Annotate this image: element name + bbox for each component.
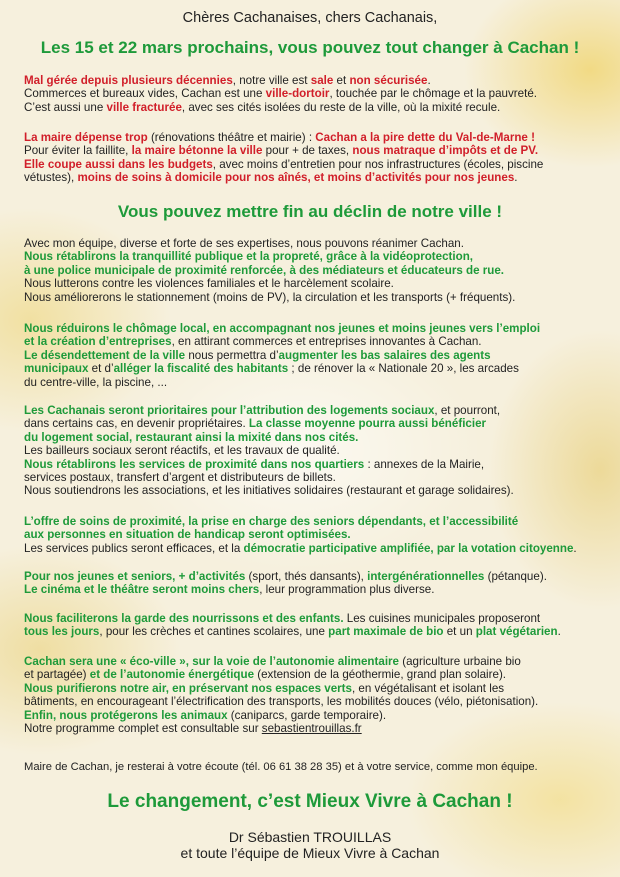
paragraph-health: L’offre de soins de proximité, la prise en charge des seniors dépendants, et l’accessibilité aux personnes en situation de handicap seront optimisées. Les services publics seront efficaces, et la démocratie participative amplifiée, par la votation citoyenne.: [24, 515, 577, 555]
salutation: Chères Cachanaises, chers Cachanais,: [182, 10, 438, 26]
program-link[interactable]: sebastientrouillas.fr: [261, 722, 362, 736]
closing-headline: Le changement, c’est Mieux Vivre à Cachan !: [107, 791, 513, 812]
paragraph-employment: Nous réduirons le chômage local, en accompagnant nos jeunes et moins jeunes vers l’emploi et la création d’entreprises, en attirant commerces et entreprises innovantes à Cachan. Le désendettement de la ville nous permettra d’augmenter les bas salaires des agents municipaux et d’alléger la fiscalité des habitants ; de rénover la « Nationale 20 », les arcades du centre-ville, la piscine, ...: [24, 322, 541, 389]
paragraph-eco-city: Cachan sera une « éco-ville », sur la voie de l’autonomie alimentaire (agriculture urbaine bio et partagée) et de l’autonomie énergétique (extension de la géothermie, grand plan solaire). Nous purifierons notre air, en préservant nos espaces verts, en végétalisant et isolant les bâtiments, en encourageant l’électrification des transports, les mobilités douces (vélo, piétonisation). Enfin, nous protégerons les animaux (caniparcs, garde temporaire). Notre programme complet est consultable sur sebastientrouillas.fr: [24, 655, 539, 736]
paragraph-housing: Les Cachanais seront prioritaires pour l’attribution des logements sociaux, et pourront, dans certains cas, en devenir propriétaires. La classe moyenne pourra aussi bénéficier du logement social, restaurant ainsi la mixité dans nos cités. Les bailleurs sociaux seront réactifs, et les travaux de qualité. Nous rétablirons les services de proximité dans nos quartiers : annexes de la Mairie, services postaux, transfert d’argent et distributeurs de billets. Nous soutiendrons les associations, et les initiatives solidaires (restaurant et garage solidaires).: [24, 404, 514, 498]
main-headline: Les 15 et 22 mars prochains, vous pouvez tout changer à Cachan !: [40, 38, 580, 57]
paragraph-childcare: Nous faciliterons la garde des nourrissons et des enfants. Les cuisines municipales proposeront tous les jours, pour les crèches et cantines scolaires, une part maximale de bio et un plat végétarien.: [24, 612, 561, 639]
signature-team: et toute l’équipe de Mieux Vivre à Cachan: [180, 845, 440, 861]
paragraph-spending: La maire dépense trop (rénovations théâtre et mairie) : Cachan a la pire dette du Val-de-Marne ! Pour éviter la faillite, la maire bétonne la ville pour + de taxes, nous matraque d’impôts et de PV. Elle coupe aussi dans les budgets, avec moins d’entretien pour nos infrastructures (écoles, piscine vétustes), moins de soins à domicile pour nos aînés, et moins d’activités pour nos jeunes.: [24, 131, 544, 185]
signature-name: Dr Sébastien TROUILLAS: [228, 829, 392, 845]
paragraph-city-state: Mal gérée depuis plusieurs décennies, notre ville est sale et non sécurisée. Commerces et bureaux vides, Cachan est une ville-dortoir, touchée par le chômage et la pauvreté. C’est aussi une ville fracturée, avec ses cités isolées du reste de la ville, où la mixité recule.: [24, 74, 537, 114]
paragraph-security: Avec mon équipe, diverse et forte de ses expertises, nous pouvons réanimer Cachan. Nous rétablirons la tranquillité publique et la propreté, grâce à la vidéoprotection, à une police municipale de proximité renforcée, à des médiateurs et éducateurs de rue. Nous lutterons contre les violences familiales et le harcèlement scolaire. Nous améliorerons le stationnement (moins de PV), la circulation et les transports (+ fréquents).: [24, 237, 516, 304]
signature: [0, 829, 620, 861]
sub-headline: Vous pouvez mettre fin au déclin de notre ville !: [117, 202, 503, 221]
paragraph-activities: Pour nos jeunes et seniors, + d’activités (sport, thés dansants), intergénérationnelles (pétanque). Le cinéma et le théâtre seront moins chers, leur programmation plus diverse.: [24, 570, 547, 597]
mayor-contact-line: Maire de Cachan, je resterai à votre écoute (tél. 06 61 38 28 35) et à votre service, comme mon équipe.: [24, 761, 538, 773]
